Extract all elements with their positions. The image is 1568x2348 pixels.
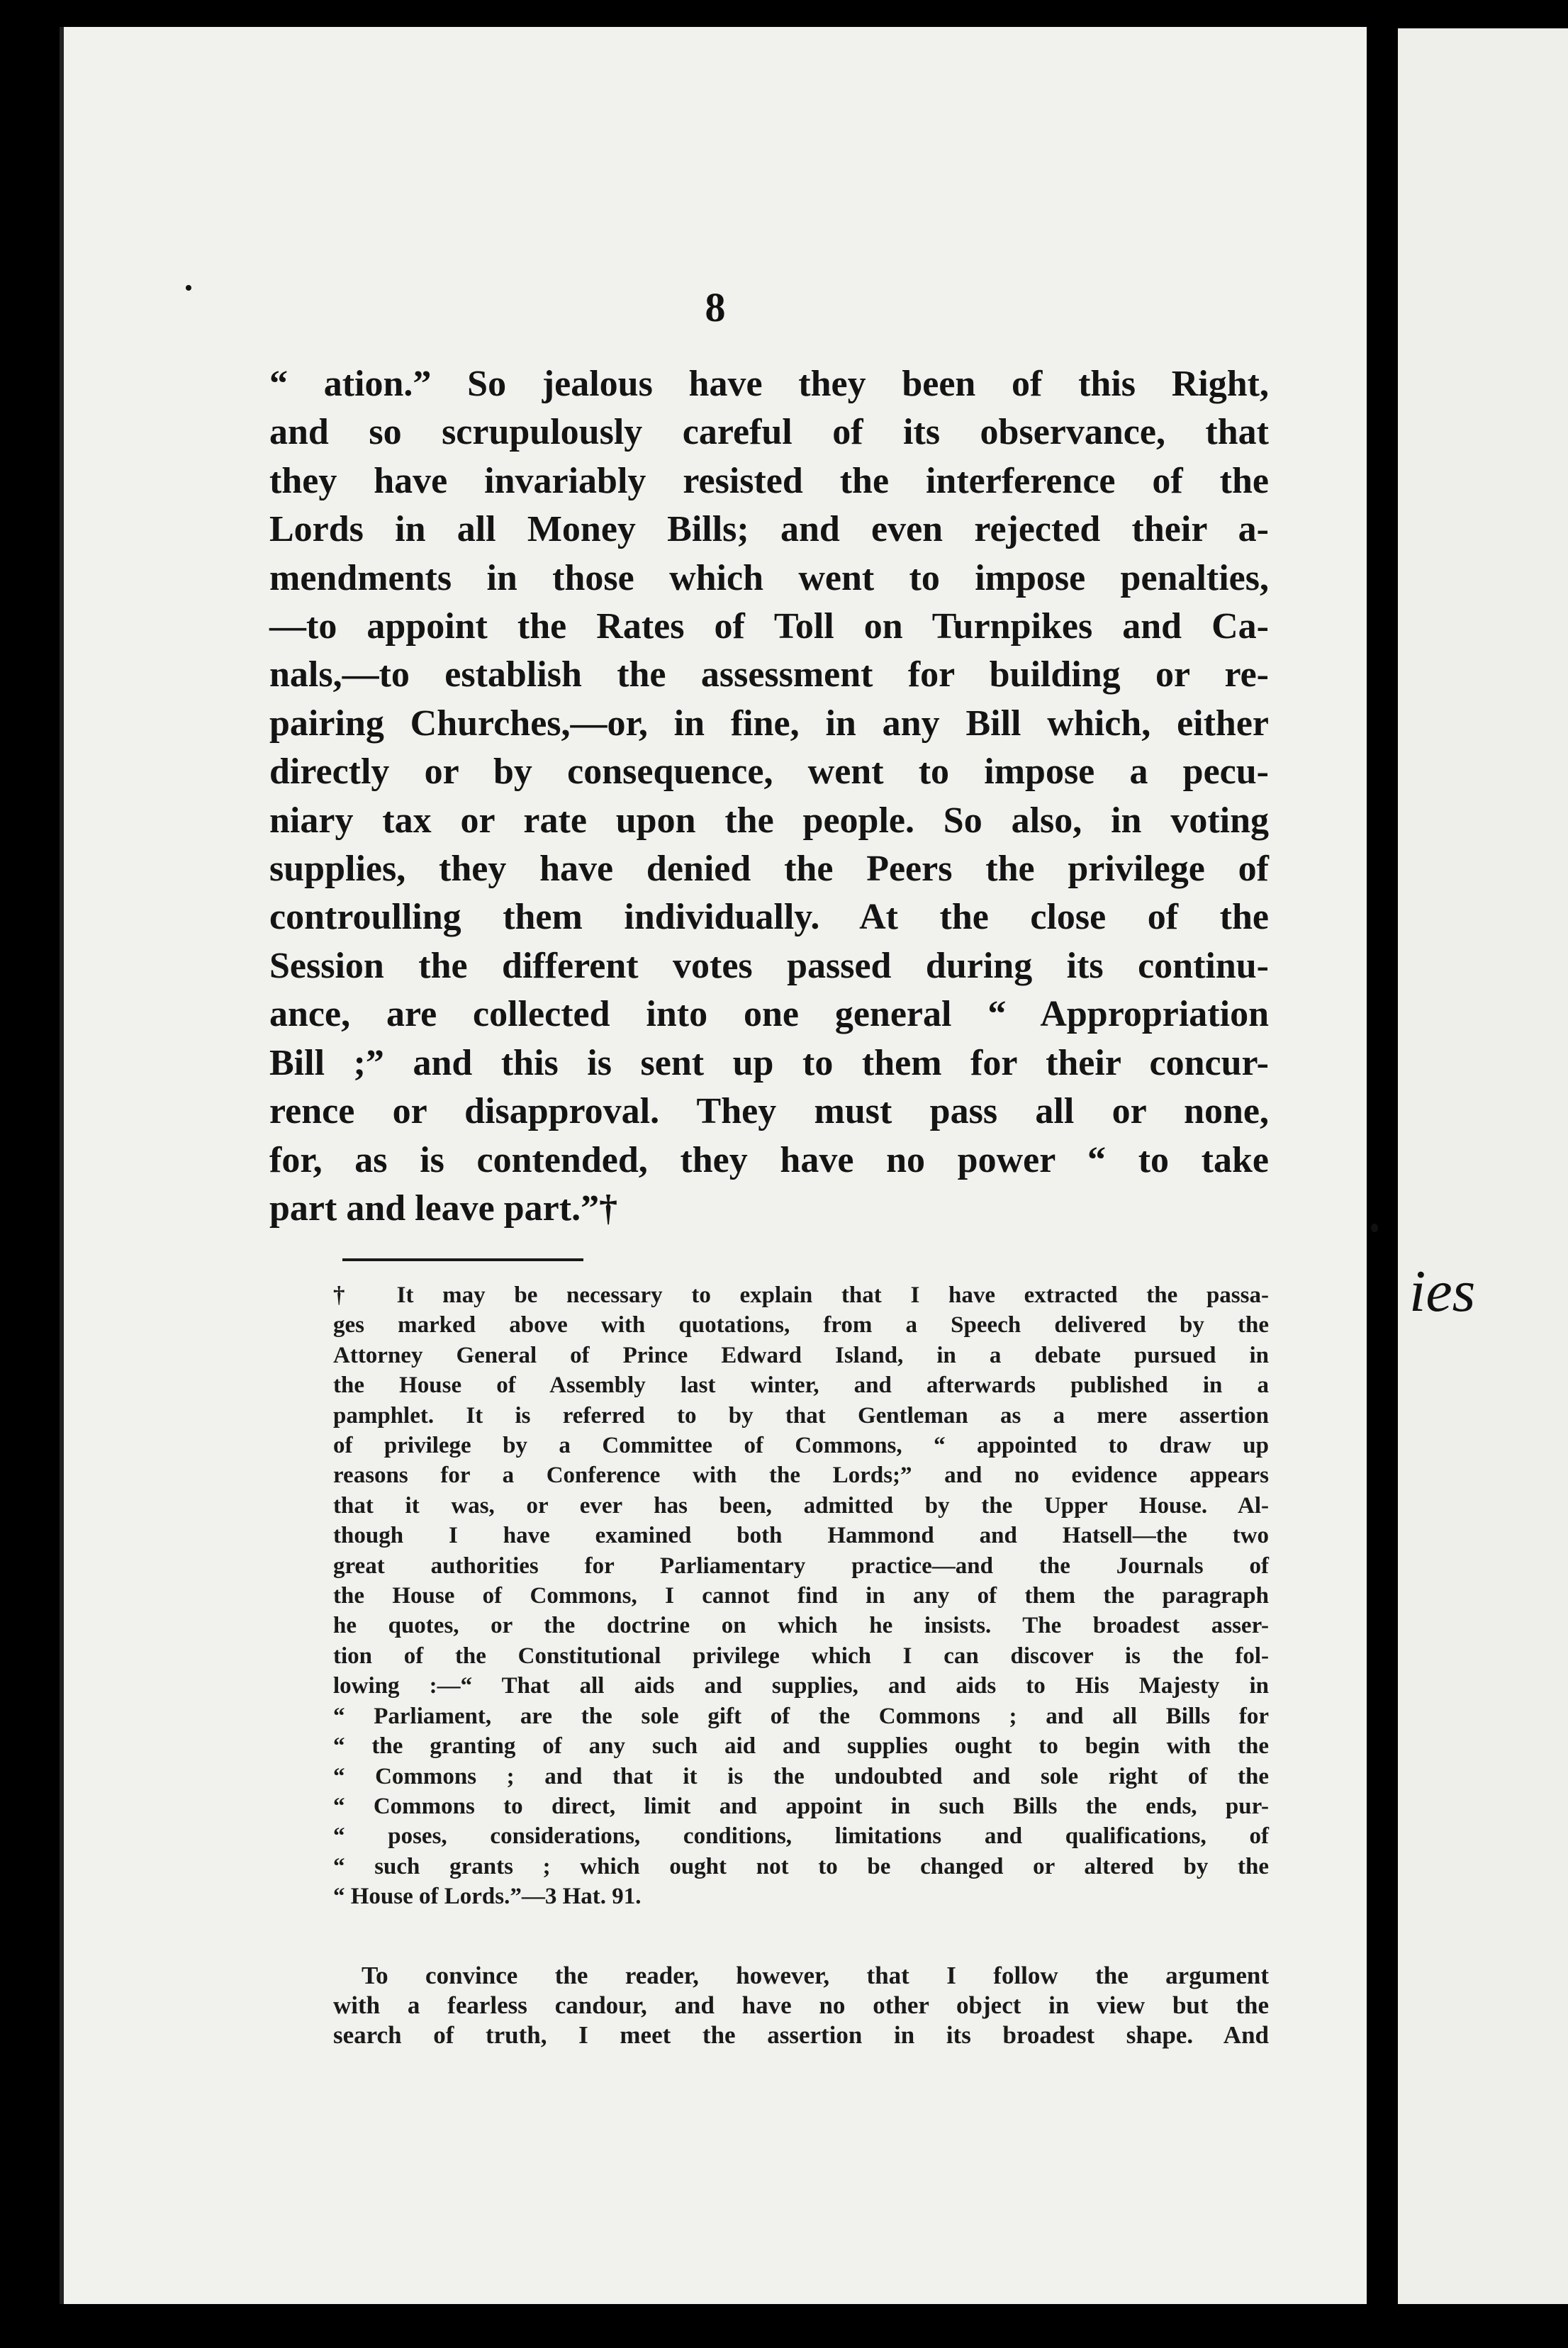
footnote-paragraph bbox=[333, 1280, 1269, 1912]
text-line: Session the different votes passed during its continu- bbox=[269, 945, 1269, 986]
footnote-divider bbox=[342, 1258, 583, 1261]
footnote-line: “ the granting of any such aid and supplies ought to begin with the bbox=[333, 1733, 1269, 1760]
facing-page-fragment: ies bbox=[1409, 1258, 1476, 1324]
footnote-line: “ Parliament, are the sole gift of the Commons ; and all Bills for bbox=[333, 1703, 1269, 1729]
footnote-line: he quotes, or the doctrine on which he insists. The broadest asser- bbox=[333, 1613, 1269, 1639]
footnote-line: though I have examined both Hammond and Hatsell—the two bbox=[333, 1523, 1269, 1549]
text-line: and so scrupulously careful of its observance, that bbox=[269, 412, 1269, 453]
text-line: Bill ;” and this is sent up to them for their concur- bbox=[269, 1042, 1269, 1083]
footnote-line: the House of Assembly last winter, and afterwards published in a bbox=[333, 1373, 1269, 1399]
scanned-page bbox=[60, 27, 1367, 2304]
closing-line: To convince the reader, however, that I follow the argument bbox=[362, 1962, 1269, 1989]
main-paragraph bbox=[269, 360, 1269, 1233]
footnote-line: “ House of Lords.”—3 Hat. 91. bbox=[333, 1884, 642, 1910]
text-line: —to appoint the Rates of Toll on Turnpikes and Ca- bbox=[269, 606, 1269, 647]
margin-speck bbox=[186, 285, 191, 291]
text-line: directly or by consequence, went to impose a pecu- bbox=[269, 751, 1269, 793]
footnote-line: great authorities for Parliamentary practice—and the Journals of bbox=[333, 1553, 1269, 1579]
footnote-block bbox=[333, 1280, 1269, 1912]
page-number: 8 bbox=[705, 284, 726, 330]
footnote-line: ges marked above with quotations, from a Speech delivered by the bbox=[333, 1312, 1269, 1338]
ink-speck bbox=[1371, 1224, 1378, 1232]
text-line: for, as is contended, they have no power “ to take bbox=[269, 1139, 1269, 1180]
footnote-line: that it was, or ever has been, admitted by the Upper House. Al- bbox=[333, 1492, 1269, 1519]
text-line: pairing Churches,—or, in fine, in any Bill which, either bbox=[269, 703, 1269, 744]
footnote-line: † It may be necessary to explain that I have extracted the passa- bbox=[333, 1282, 1269, 1308]
footnote-line: lowing :—“ That all aids and supplies, and aids to His Majesty in bbox=[333, 1673, 1269, 1699]
text-line: they have invariably resisted the interference of the bbox=[269, 460, 1269, 501]
footnote-line: tion of the Constitutional privilege which I can discover is the fol- bbox=[333, 1643, 1269, 1669]
text-line: part and leave part.”† bbox=[269, 1187, 618, 1229]
footnote-line: “ Commons to direct, limit and appoint in such Bills the ends, pur- bbox=[333, 1793, 1269, 1819]
text-line: “ ation.” So jealous have they been of this Right, bbox=[269, 364, 1269, 404]
text-line: nals,—to establish the assessment for building or re- bbox=[269, 654, 1269, 695]
closing-line: search of truth, I meet the assertion in its broadest shape. And bbox=[333, 2021, 1269, 2049]
closing-text-block bbox=[333, 1961, 1269, 2050]
text-line: Lords in all Money Bills; and even rejected their a- bbox=[269, 509, 1269, 550]
text-line: niary tax or rate upon the people. So also, in voting bbox=[269, 800, 1269, 841]
footnote-line: Attorney General of Prince Edward Island, in a debate pursued in bbox=[333, 1342, 1269, 1368]
footnote-line: “ such grants ; which ought not to be changed or altered by the bbox=[333, 1853, 1269, 1879]
text-line: controulling them individually. At the close of the bbox=[269, 897, 1269, 938]
closing-line: with a fearless candour, and have no other object in view but the bbox=[333, 1991, 1269, 2019]
footnote-line: pamphlet. It is referred to by that Gentleman as a mere assertion bbox=[333, 1402, 1269, 1429]
footnote-line: reasons for a Conference with the Lords;” and no evidence appears bbox=[333, 1463, 1269, 1489]
facing-page-edge bbox=[1398, 28, 1568, 2304]
main-text-block bbox=[269, 360, 1269, 1233]
closing-paragraph bbox=[333, 1961, 1269, 2050]
text-line: ance, are collected into one general “ Appropriation bbox=[269, 994, 1269, 1035]
footnote-line: “ Commons ; and that it is the undoubted and sole right of the bbox=[333, 1763, 1269, 1789]
text-line: supplies, they have denied the Peers the privilege of bbox=[269, 849, 1269, 890]
text-line: mendments in those which went to impose penalties, bbox=[269, 557, 1269, 598]
footnote-line: of privilege by a Committee of Commons, “ appointed to draw up bbox=[333, 1433, 1269, 1459]
footnote-line: the House of Commons, I cannot find in any of them the paragraph bbox=[333, 1583, 1269, 1609]
text-line: rence or disapproval. They must pass all or none, bbox=[269, 1091, 1269, 1132]
footnote-line: “ poses, considerations, conditions, limitations and qualifications, of bbox=[333, 1823, 1269, 1850]
